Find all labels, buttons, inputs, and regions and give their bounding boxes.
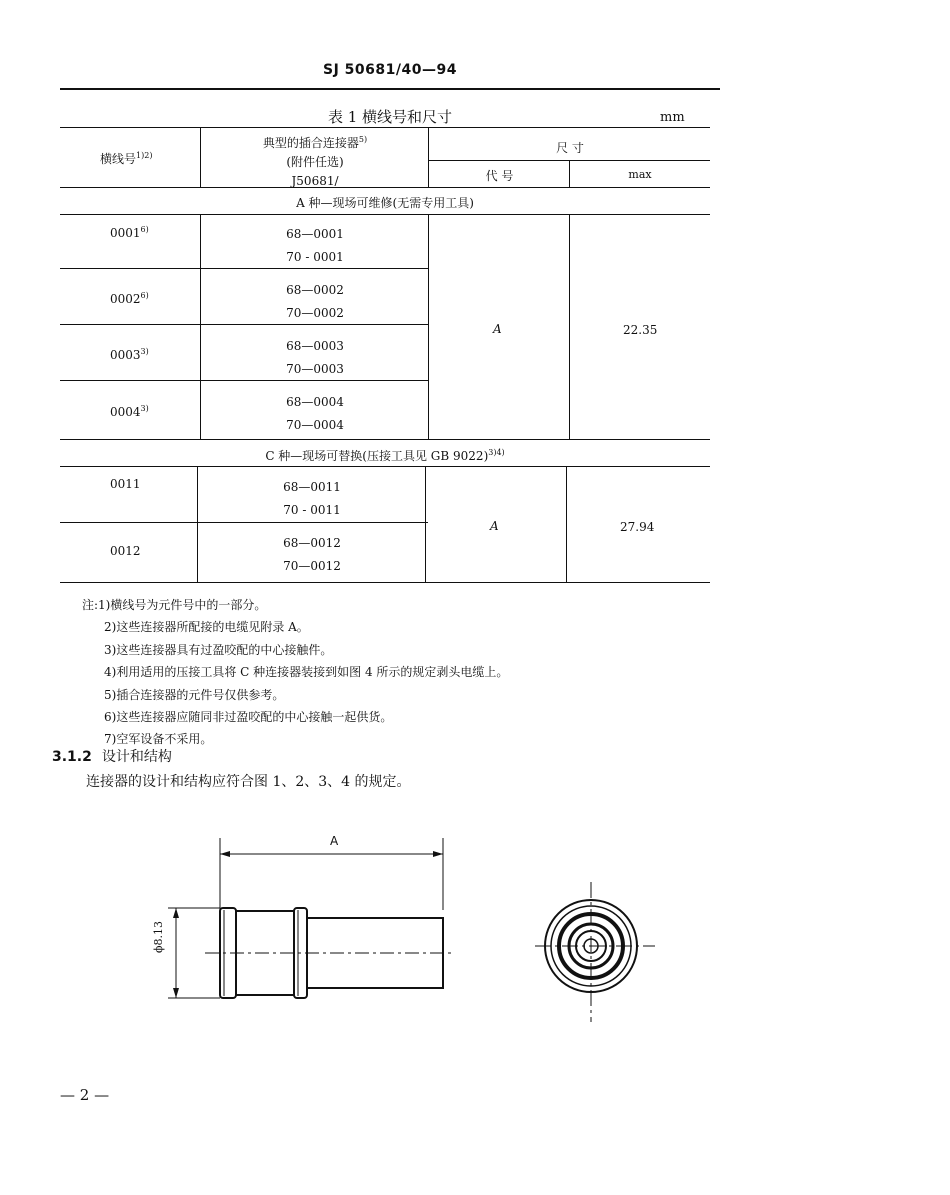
group-c-top-rule [60,439,710,440]
connector-0004: 68—0004 70—0004 [286,395,344,432]
group-a-max: 22.35 [623,323,658,337]
note-4: 4)利用适用的压接工具将 C 种连接器装接到如图 4 所示的规定剥头电缆上。 [104,665,509,680]
vrule-6 [569,214,570,439]
table-top-rule [60,127,710,128]
header-rule [60,88,720,90]
dash-number-0012: 0012 [110,544,141,558]
header-connector: 典型的插合连接器$^{5)}$ (附件任选) J50681/ [262,135,368,188]
section-heading [52,746,172,766]
note-5: 5)插合连接器的元件号仅供参考。 [104,687,285,702]
section-number: 3.1.2 [52,749,92,765]
note-3: 3)这些连接器具有过盈咬配的中心接触件。 [104,642,333,657]
note-2: 2)这些连接器所配接的电缆见附录 A。 [104,620,309,635]
connector-0001: 68—0001 70 - 0001 [286,227,344,264]
dimension-a-label: A [330,834,339,848]
note-1: 注:1)横线号为元件号中的一部分。 [82,598,267,612]
vrule-5 [428,214,429,439]
document-code: SJ 50681/40—94 [323,62,457,78]
group-a-code: A [493,322,502,336]
header-code: 代 号 [485,169,514,183]
connector-end-view [530,880,660,1025]
table-notes [82,594,508,751]
dash-number-0002: 0002$^{6)}$ [110,291,149,306]
table-unit: mm [660,110,685,125]
group-a-rule [60,214,710,215]
table-title: 表 1 横线号和尺寸 [327,108,453,126]
group-c-label: C 种—现场可替换(压接工具见 GB 9022)$^{3)4)}$ [265,448,505,463]
table-bottom-rule [60,582,710,583]
group-a-label: A 种—现场可维修(无需专用工具) [296,196,474,210]
vrule-8 [425,466,426,582]
connector-0002: 68—0002 70—0002 [286,283,344,320]
row-rule-4 [60,522,428,523]
connector-0003: 68—0003 70—0003 [286,339,344,376]
dash-number-0011: 0011 [110,477,141,491]
body-paragraph: 连接器的设计和结构应符合图 1、2、3、4 的规定。 [86,774,411,790]
dash-number-0003: 0003$^{3)}$ [110,347,149,362]
connector-0012: 68—0012 70—0012 [283,536,341,573]
page-number: — 2 — [60,1086,110,1104]
vrule-1 [200,128,201,187]
dash-number-0004: 0004$^{3)}$ [110,404,149,419]
dash-number-0001: 0001$^{6)}$ [110,225,149,240]
vrule-7 [197,466,198,582]
header-dash-number: 横线号$^{1)2)}$ [100,151,153,166]
diameter-label: ϕ8.13 [152,921,165,953]
connector-side-view [150,830,470,1010]
note-6: 6)这些连接器应随同非过盈咬配的中心接触一起供货。 [104,710,393,725]
header-dimension: 尺 寸 [556,141,584,155]
vrule-4 [200,214,201,439]
header-max: max [628,168,652,181]
vrule-9 [566,466,567,582]
group-c-code: A [490,519,499,533]
connector-0011: 68—0011 70 - 0011 [283,480,341,517]
group-c-max: 27.94 [620,520,655,534]
group-c-rule [60,466,710,467]
vrule-2 [428,128,429,187]
note-7: 7)空军设备不采用。 [104,732,213,747]
section-title: 设计和结构 [101,749,172,765]
